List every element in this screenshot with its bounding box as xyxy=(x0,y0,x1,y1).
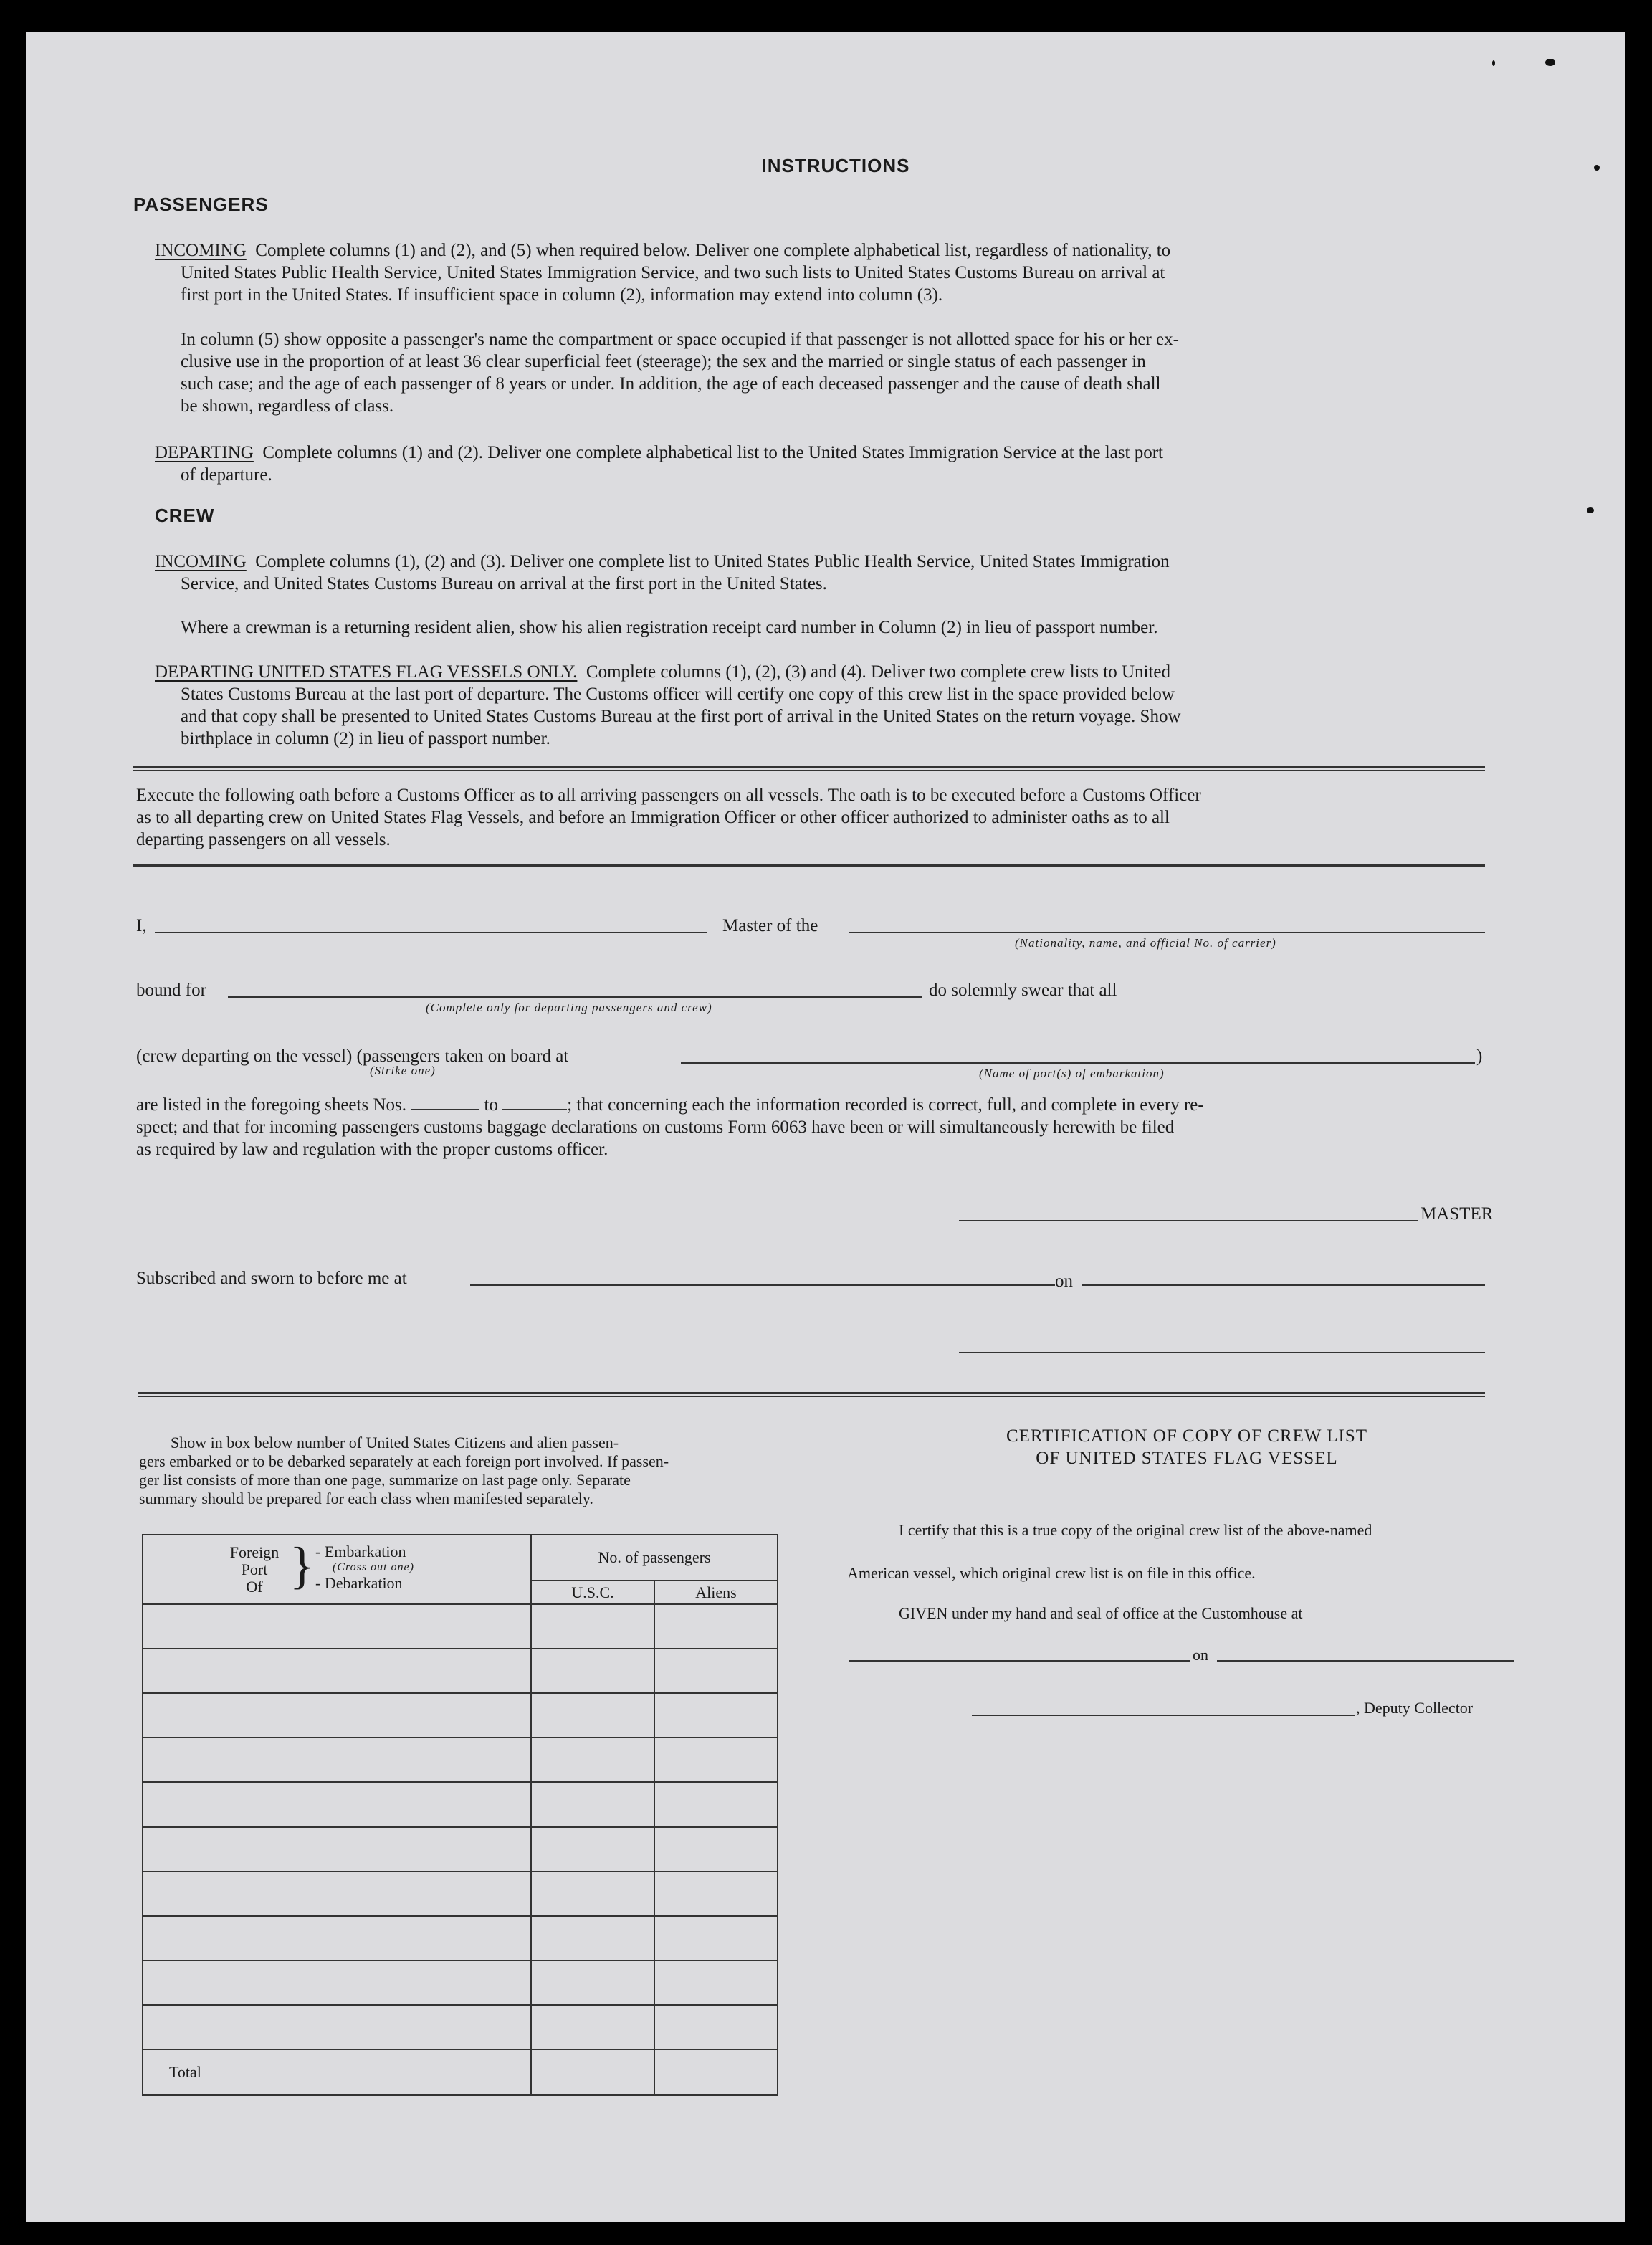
column5-line4: be shown, regardless of class. xyxy=(181,396,394,416)
sworn-place-field[interactable] xyxy=(470,1284,1055,1286)
certification-line3: GIVEN under my hand and seal of office at the Customhouse at xyxy=(899,1604,1303,1622)
crew-heading: CREW xyxy=(155,505,215,526)
page-title: INSTRUCTIONS xyxy=(761,155,910,176)
certification-line1: I certify that this is a true copy of the original crew list of the above-named xyxy=(899,1521,1372,1539)
passenger-tally-table xyxy=(142,1534,778,2096)
no-passengers-header: No. of passengers xyxy=(531,1535,778,1581)
passengers-incoming-line3: first port in the United States. If insufficient space in column (2), information may extend into column (3). xyxy=(181,285,943,305)
passengers-incoming-line1: Complete columns (1) and (2), and (5) when required below. Deliver one complete alphabetical list, regardless of nationality, to xyxy=(255,241,1171,260)
carrier-caption: (Nationality, name, and official No. of carrier) xyxy=(1015,936,1276,950)
crew-departing-line3: and that copy shall be presented to United States Customs Bureau at the first port of arrival in the United States on the return voyage. Show xyxy=(181,707,1181,726)
aliens-total-cell[interactable] xyxy=(654,2049,778,2095)
sheets-pre: are listed in the foregoing sheets Nos. xyxy=(136,1095,406,1115)
port-cell[interactable] xyxy=(143,1827,531,1872)
oath-line2: spect; and that for incoming passengers customs baggage declarations on customs Form 6063 have been or will simultaneously herewith be filed xyxy=(136,1117,1175,1137)
crew-incoming-line1: Complete columns (1), (2) and (3). Deliver one complete list to United States Public Health Service, United States Immigration xyxy=(255,552,1170,571)
aliens-cell[interactable] xyxy=(654,2005,778,2049)
aliens-cell[interactable] xyxy=(654,1738,778,1782)
port-cell[interactable] xyxy=(143,1782,531,1826)
strike-one-caption: (Strike one) xyxy=(370,1064,436,1077)
aliens-header: Aliens xyxy=(654,1581,778,1604)
column5-line1: In column (5) show opposite a passenger's name the compartment or space occupied if that passenger is not allotted space for his or her ex- xyxy=(181,330,1179,349)
crew-incoming-line2: Service, and United States Customs Bureau on arrival at the first port in the United States. xyxy=(181,574,827,594)
deputy-collector-label: , Deputy Collector xyxy=(1356,1699,1474,1717)
ports-caption: (Name of port(s) of embarkation) xyxy=(979,1067,1165,1080)
column5-line2: clusive use in the proportion of at least 36 clear superficial feet (steerage); the sex and the married or single status of each passenger in xyxy=(181,352,1146,371)
carrier-field[interactable] xyxy=(849,932,1485,933)
of-label: Of xyxy=(246,1578,263,1596)
aliens-cell[interactable] xyxy=(654,1827,778,1872)
port-cell[interactable] xyxy=(143,1604,531,1649)
usc-cell[interactable] xyxy=(531,1960,654,2005)
sheet-from-field[interactable] xyxy=(411,1109,479,1110)
master-label: MASTER xyxy=(1421,1204,1494,1224)
aliens-cell[interactable] xyxy=(654,1693,778,1738)
oath-intro xyxy=(136,784,1485,851)
aliens-cell[interactable] xyxy=(654,1916,778,1960)
scan-speck xyxy=(1492,60,1495,66)
usc-cell[interactable] xyxy=(531,1604,654,1649)
crew-departing-line1: Complete columns (1), (2), (3) and (4). Deliver two complete crew lists to United xyxy=(586,662,1170,682)
aliens-cell[interactable] xyxy=(654,1782,778,1826)
sworn-on-label: on xyxy=(1055,1272,1073,1291)
officer-signature-field[interactable] xyxy=(959,1352,1485,1353)
deputy-signature-field[interactable] xyxy=(972,1715,1355,1716)
usc-cell[interactable] xyxy=(531,1782,654,1826)
oath-intro-line1: Execute the following oath before a Customs Officer as to all arriving passengers on all vessels. The oath is to be executed before a Customs Officer xyxy=(136,786,1201,805)
master-signature-field[interactable] xyxy=(959,1220,1418,1221)
crew-incoming-block xyxy=(155,550,1485,595)
oath-intro-line3: departing passengers on all vessels. xyxy=(136,830,391,849)
port-cell[interactable] xyxy=(143,1916,531,1960)
sheets-post: ; that concerning each the information recorded is correct, full, and complete in every re- xyxy=(567,1095,1204,1115)
total-label: Total xyxy=(143,2049,531,2095)
passengers-departing-block xyxy=(155,442,1485,486)
passengers-incoming-block xyxy=(155,239,1485,306)
sheet-to-field[interactable] xyxy=(502,1109,567,1110)
bound-for-caption: (Complete only for departing passengers and crew) xyxy=(426,1001,712,1014)
section-divider xyxy=(138,1392,1485,1397)
usc-cell[interactable] xyxy=(531,1649,654,1693)
debarkation-label: - Debarkation xyxy=(315,1574,403,1592)
column5-line3: such case; and the age of each passenger of 8 years or under. In addition, the age of each deceased passenger and the cause of death shall xyxy=(181,374,1161,394)
usc-cell[interactable] xyxy=(531,1916,654,1960)
form-page xyxy=(26,32,1625,2222)
usc-total-cell[interactable] xyxy=(531,2049,654,2095)
crew-departing-line2: States Customs Bureau at the last port of departure. The Customs officer will certify one copy of this crew list in the space provided below xyxy=(181,685,1175,704)
bound-for-label: bound for xyxy=(136,981,206,1000)
sheets-block xyxy=(136,1094,1485,1160)
certification-date-field[interactable] xyxy=(1217,1660,1514,1662)
usc-header: U.S.C. xyxy=(531,1581,654,1604)
section-divider xyxy=(133,864,1485,869)
port-header-cell xyxy=(143,1535,531,1604)
certification-title-line2: OF UNITED STATES FLAG VESSEL xyxy=(1036,1449,1338,1468)
oath-i-label: I, xyxy=(136,916,147,935)
summary-line1: Show in box below number of United States Citizens and alien passen- xyxy=(171,1434,619,1452)
certification-title-line1: CERTIFICATION OF COPY OF CREW LIST xyxy=(1006,1426,1368,1446)
master-of-label: Master of the xyxy=(722,916,818,935)
port-cell[interactable] xyxy=(143,1738,531,1782)
aliens-cell[interactable] xyxy=(654,1604,778,1649)
usc-cell[interactable] xyxy=(531,1872,654,1916)
summary-line3: ger list consists of more than one page, summarize on last page only. Separate xyxy=(139,1471,631,1489)
usc-cell[interactable] xyxy=(531,1738,654,1782)
sheets-to: to xyxy=(484,1095,498,1115)
passengers-incoming-line2: United States Public Health Service, United States Immigration Service, and two such lists to United States Customs Bureau on arrival at xyxy=(181,263,1165,282)
master-name-field[interactable] xyxy=(155,932,707,933)
bound-for-field[interactable] xyxy=(228,996,922,998)
passengers-heading: PASSENGERS xyxy=(133,194,269,215)
foreign-label: Foreign xyxy=(229,1543,280,1561)
oath-intro-line2: as to all departing crew on United States Flag Vessels, and before an Immigration Officer or other officer authorized to administer oaths as to all xyxy=(136,808,1170,827)
column5-block xyxy=(181,328,1485,417)
usc-cell[interactable] xyxy=(531,1693,654,1738)
scan-speck xyxy=(1545,59,1555,66)
certification-on-label: on xyxy=(1193,1646,1208,1664)
customhouse-field[interactable] xyxy=(849,1660,1190,1662)
cross-out-caption: (Cross out one) xyxy=(333,1561,414,1573)
oath-line3: as required by law and regulation with the proper customs officer. xyxy=(136,1140,608,1159)
passengers-departing-label: DEPARTING xyxy=(155,443,254,462)
crew-incoming-label: INCOMING xyxy=(155,552,247,571)
crew-departing-line4: birthplace in column (2) in lieu of passport number. xyxy=(181,729,550,748)
port-label: Port xyxy=(241,1560,268,1578)
sworn-date-field[interactable] xyxy=(1082,1284,1485,1286)
crew-departing-block xyxy=(155,661,1485,750)
subscribed-label: Subscribed and sworn to before me at xyxy=(136,1269,407,1288)
port-cell[interactable] xyxy=(143,2005,531,2049)
summary-line2: gers embarked or to be debarked separately at each foreign port involved. If passen- xyxy=(139,1452,669,1470)
summary-note xyxy=(139,1434,801,1508)
embarkation-ports-field[interactable] xyxy=(681,1062,1475,1064)
certification-title xyxy=(872,1425,1502,1469)
embarkation-label: - Embarkation xyxy=(315,1543,406,1560)
scan-speck xyxy=(1587,507,1594,513)
usc-cell[interactable] xyxy=(531,2005,654,2049)
swear-label: do solemnly swear that all xyxy=(929,981,1117,1000)
aliens-cell[interactable] xyxy=(654,1960,778,2005)
port-cell[interactable] xyxy=(143,1649,531,1693)
summary-line4: summary should be prepared for each class when manifested separately. xyxy=(139,1489,593,1507)
port-cell[interactable] xyxy=(143,1960,531,2005)
crew-departing-label: DEPARTING UNITED STATES FLAG VESSELS ONLY. xyxy=(155,662,578,682)
aliens-cell[interactable] xyxy=(654,1649,778,1693)
crew-resident-note: Where a crewman is a returning resident alien, show his alien registration receipt card number in Column (2) in lieu of passport number. xyxy=(181,618,1158,637)
passengers-incoming-label: INCOMING xyxy=(155,241,247,260)
close-paren: ) xyxy=(1476,1047,1483,1066)
section-divider xyxy=(133,766,1485,771)
passengers-departing-line1: Complete columns (1) and (2). Deliver one complete alphabetical list to the United States Immigration Service at the last port xyxy=(262,443,1163,462)
usc-cell[interactable] xyxy=(531,1827,654,1872)
brace-icon: } xyxy=(290,1537,315,1594)
certification-line2: American vessel, which original crew list is on file in this office. xyxy=(847,1564,1256,1582)
port-cell[interactable] xyxy=(143,1872,531,1916)
crew-passengers-label: (crew departing on the vessel) (passengers taken on board at xyxy=(136,1047,569,1066)
port-cell[interactable] xyxy=(143,1693,531,1738)
scan-speck xyxy=(1594,165,1600,171)
passengers-departing-line2: of departure. xyxy=(181,465,272,485)
aliens-cell[interactable] xyxy=(654,1872,778,1916)
